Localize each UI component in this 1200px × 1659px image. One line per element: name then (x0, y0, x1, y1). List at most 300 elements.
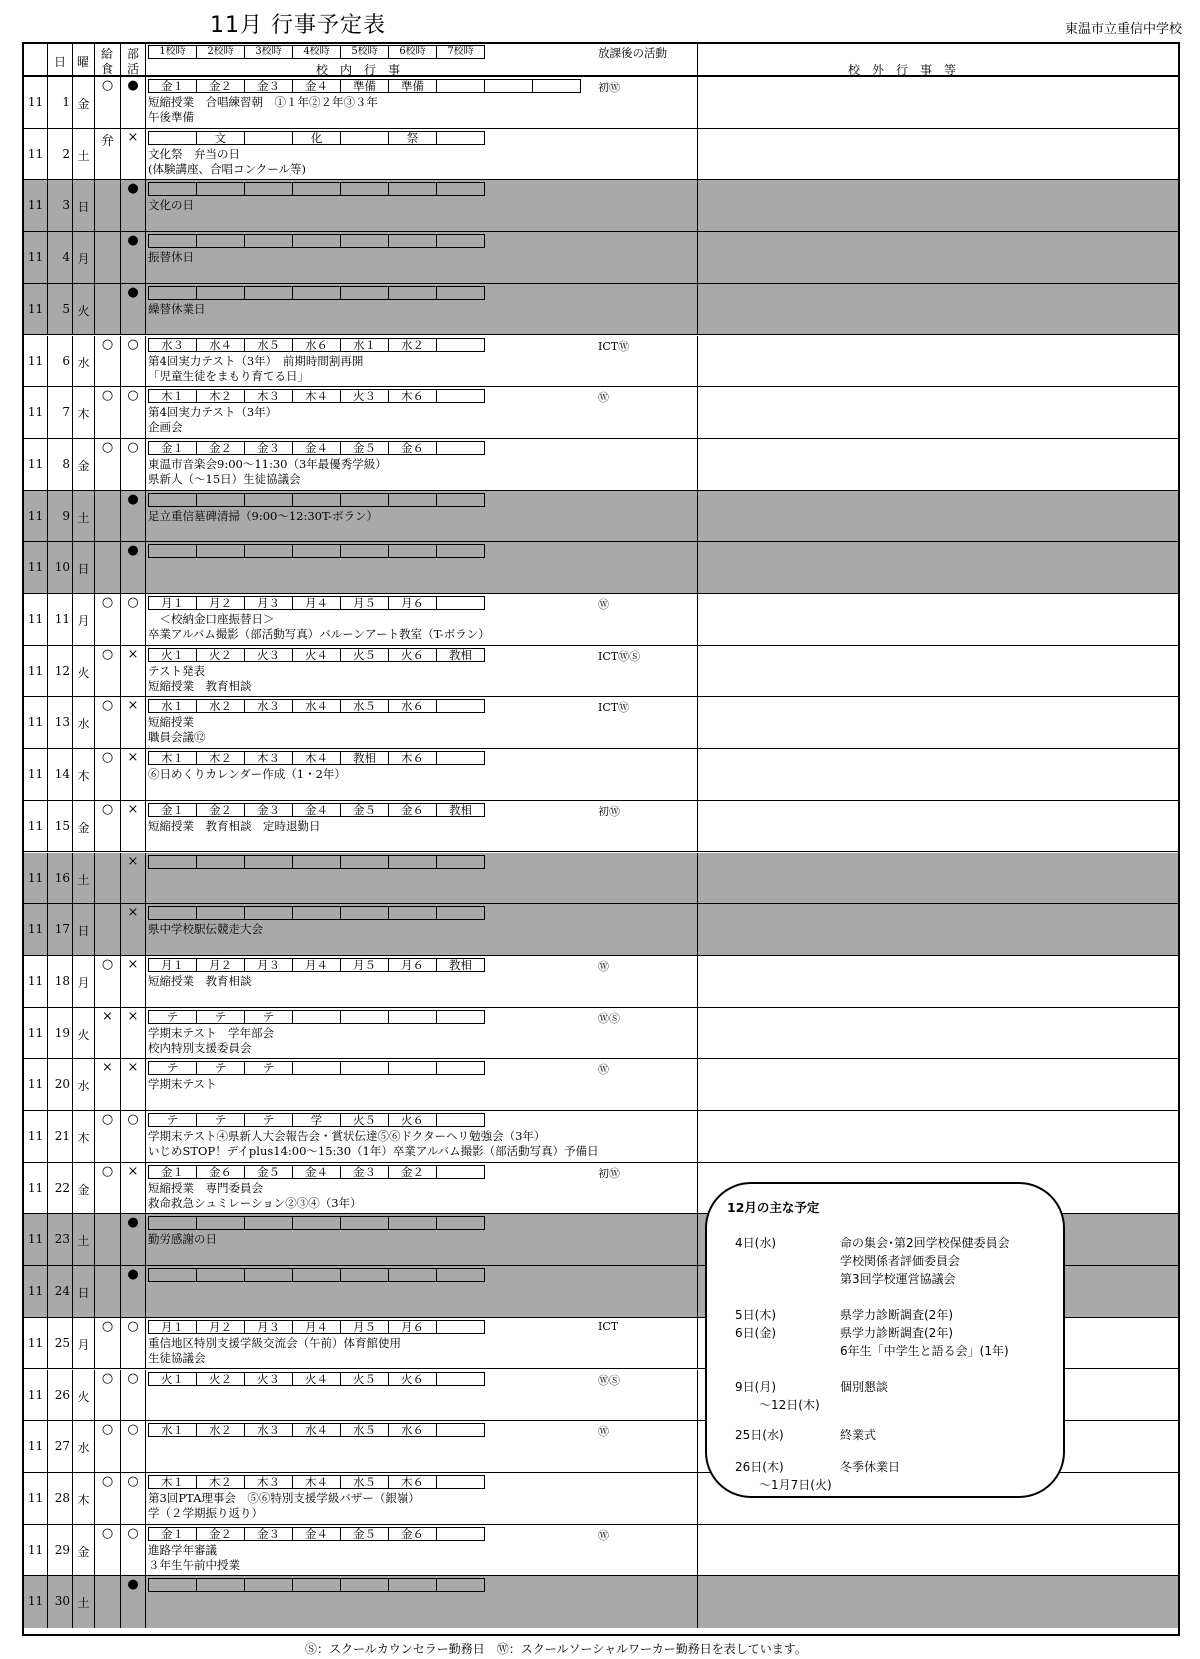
external-events-cell (698, 336, 1178, 387)
event-line-1: 学期末テスト 学年部会 (148, 1025, 275, 1040)
weekday-cell: 水 (77, 1441, 90, 1456)
period-box (436, 855, 485, 869)
period-box: 木４ (292, 751, 341, 765)
period-boxes (146, 79, 486, 93)
period-box: 水２ (196, 699, 245, 713)
period-box (436, 131, 485, 145)
period-box: 金２ (196, 441, 245, 455)
period-box (292, 493, 341, 507)
table-row (24, 542, 1178, 594)
table-row (24, 1525, 1178, 1577)
period-box: 水４ (196, 338, 245, 352)
external-events-cell (698, 904, 1178, 955)
december-item (735, 1252, 833, 1266)
event-line-1: 重信地区特別支援学級交流会（午前）体育館使用 (148, 1335, 401, 1350)
external-events-cell (698, 491, 1178, 542)
period-box (436, 182, 485, 196)
month-cell: 11 (27, 405, 44, 420)
period-boxes (146, 803, 486, 817)
month-cell: 11 (27, 1129, 44, 1143)
period-boxes (146, 493, 486, 507)
after-school-cell: Ⓦ (598, 598, 609, 611)
period-box (340, 1216, 389, 1230)
period-box: 月３ (244, 958, 293, 972)
period-box: 準備 (388, 79, 437, 93)
date-cell: 16 (54, 870, 70, 885)
period-box: 火５ (340, 1113, 389, 1127)
period-box (148, 182, 197, 196)
lunch-cell: ○ (101, 336, 114, 352)
table-row (24, 1059, 1178, 1111)
period-box: 金１ (148, 1527, 197, 1541)
event-line-2: 生徒協議会 (148, 1350, 206, 1365)
period-box (244, 544, 293, 558)
after-school-cell: Ⓦ (598, 1528, 609, 1542)
period-boxes (146, 855, 486, 869)
period-box: 金５ (340, 441, 389, 455)
lunch-cell: 弁 (100, 133, 114, 149)
period-box: 水１ (340, 338, 389, 352)
month-cell: 11 (27, 1180, 44, 1195)
external-events-cell (698, 1525, 1178, 1576)
event-line-1: 短縮授業 (148, 715, 194, 730)
month-cell: 11 (27, 818, 44, 833)
period-box: 水６ (388, 699, 437, 713)
table-header (24, 44, 1178, 77)
event-line-1: 勤労感謝の日 (148, 1232, 217, 1247)
lunch-cell: ○ (101, 1473, 114, 1489)
december-item-text: 終業式 (840, 1428, 877, 1442)
period-box: 木４ (292, 1475, 341, 1489)
external-events-cell (698, 853, 1178, 904)
club-cell: ○ (127, 1318, 139, 1334)
period-boxes (146, 1216, 486, 1230)
period-box: 金３ (244, 803, 293, 817)
period-box: テ (196, 1010, 245, 1024)
period-box (148, 1268, 197, 1282)
period-box: 金１ (148, 803, 197, 817)
december-item (735, 1324, 833, 1341)
period-box: 月４ (292, 596, 341, 610)
period-box: 火６ (388, 1113, 437, 1127)
header-external: 校 外 行 事 等 (848, 63, 957, 77)
month-cell: 11 (27, 146, 44, 161)
event-line-1: ⑥日めくりカレンダー作成（1・2年） (148, 767, 346, 782)
external-events-cell (698, 801, 1178, 852)
weekday-cell: 水 (77, 355, 90, 370)
table-row (24, 232, 1178, 284)
date-cell: 17 (54, 922, 70, 937)
month-cell: 11 (27, 560, 44, 575)
period-box: 月５ (340, 596, 389, 610)
date-cell: 27 (54, 1439, 70, 1454)
period-box: 水４ (292, 699, 341, 713)
table-row (24, 336, 1178, 388)
date-cell: 3 (62, 198, 70, 213)
weekday-cell: 月 (77, 975, 90, 990)
event-line-1: 短縮授業 教育相談 定時退勤日 (148, 818, 321, 833)
period-boxes (146, 699, 486, 713)
december-item-date: 5日(木) (735, 1308, 776, 1322)
lunch-cell: × (102, 1060, 113, 1076)
period-box (292, 1216, 341, 1230)
period-box: 月３ (244, 1320, 293, 1334)
period-box (148, 906, 197, 920)
date-cell: 6 (62, 353, 70, 368)
external-events-cell (698, 697, 1178, 748)
december-item (735, 1396, 833, 1413)
period-box: テ (196, 1061, 245, 1075)
club-cell: × (127, 1163, 139, 1179)
period-box: 金６ (388, 803, 437, 817)
table-row (24, 387, 1178, 439)
period-box: 水１ (148, 699, 197, 713)
lunch-cell: ○ (101, 1112, 114, 1127)
club-cell: ● (127, 1267, 139, 1283)
period-box: 火６ (388, 648, 437, 662)
december-item-text: 冬季休業日 (840, 1460, 901, 1474)
month-cell: 11 (27, 353, 44, 368)
club-cell: ○ (127, 595, 139, 610)
weekday-cell: 火 (77, 1027, 90, 1042)
december-item-date: 25日(水) (735, 1428, 784, 1442)
period-box (436, 544, 485, 558)
period-box (292, 1578, 341, 1592)
weekday-cell: 金 (77, 458, 90, 473)
period-box: 火１ (148, 648, 197, 662)
period-box (436, 338, 485, 352)
event-line-1: 繰替休業日 (148, 301, 206, 316)
period-boxes (146, 1578, 486, 1592)
period-box: 火５ (340, 648, 389, 662)
club-cell: ○ (127, 439, 139, 455)
period-box: 金５ (340, 803, 389, 817)
month-cell: 11 (27, 1077, 44, 1092)
period-box: 木３ (244, 751, 293, 765)
december-item-text: 学校関係者評価委員会 (840, 1254, 961, 1268)
december-item-date: ～12日(木) (735, 1398, 820, 1412)
external-events-cell (698, 1059, 1178, 1110)
period-box (244, 855, 293, 869)
month-cell: 11 (27, 95, 44, 109)
weekday-cell: 土 (77, 1596, 90, 1611)
event-line-1: 第4回実力テスト（3年） (148, 405, 278, 420)
date-cell: 9 (62, 508, 70, 523)
period-box: 火３ (244, 648, 293, 662)
after-school-cell: 初Ⓦ (598, 1166, 620, 1180)
period-box: 水３ (244, 699, 293, 713)
lunch-cell: ○ (101, 595, 114, 610)
header-lunch-2: 食 (101, 62, 114, 76)
lunch-cell: ○ (101, 388, 114, 404)
event-line-1: 短縮授業 合唱練習朝 ①１年②２年③３年 (148, 95, 378, 109)
period-box: 金１ (148, 79, 197, 93)
period-box (244, 1216, 293, 1230)
external-events-cell (698, 1008, 1178, 1059)
club-cell: ● (127, 1577, 139, 1593)
event-line-2: 「児童生徒をまもり育てる日」 (148, 368, 309, 383)
period-box (436, 751, 485, 765)
external-events-cell (698, 646, 1178, 697)
period-box: 準備 (340, 79, 389, 93)
period-box (436, 441, 485, 455)
period-box (292, 286, 341, 300)
period-box (196, 906, 245, 920)
period-box (388, 1268, 437, 1282)
table-row (24, 129, 1178, 181)
period-box: 金５ (340, 1527, 389, 1541)
december-item (735, 1306, 833, 1323)
period-box (436, 1268, 485, 1282)
event-line-1: 短縮授業 専門委員会 (148, 1180, 263, 1195)
period-box: 月３ (244, 596, 293, 610)
period-box: テ (244, 1061, 293, 1075)
external-events-cell (698, 542, 1178, 593)
december-item (735, 1378, 833, 1395)
period-box (340, 1268, 389, 1282)
period-box (196, 493, 245, 507)
after-school-cell: 初Ⓦ (598, 81, 620, 94)
period-box (340, 544, 389, 558)
lunch-cell: ○ (101, 956, 114, 972)
december-item-text: 6年生「中学生と語る会」(1年) (840, 1344, 1009, 1358)
period-box: 木１ (148, 1475, 197, 1489)
period-box: 金３ (340, 1165, 389, 1179)
period-boxes (146, 1061, 486, 1075)
period-boxes (146, 1527, 486, 1541)
december-item-date: 6日(金) (735, 1326, 776, 1340)
lunch-cell: ○ (101, 646, 114, 662)
date-cell: 30 (54, 1594, 70, 1609)
period-box: 金６ (196, 1165, 245, 1179)
event-line-2: 卒業アルバム撮影（部活動写真）バルーンアート教室（T-ボラン） (148, 627, 490, 641)
month-cell: 11 (27, 870, 44, 885)
period-box (532, 79, 581, 93)
period-box (196, 182, 245, 196)
weekday-cell: 土 (77, 510, 90, 525)
period-boxes (146, 1113, 486, 1127)
lunch-cell: ○ (101, 1370, 114, 1386)
period-box: 金４ (292, 441, 341, 455)
period-box: 金３ (244, 1527, 293, 1541)
december-item-text: 個別懇談 (840, 1380, 889, 1394)
club-cell: ○ (127, 1525, 139, 1541)
period-box: 木６ (388, 389, 437, 403)
period-box (292, 1268, 341, 1282)
header-dow: 曜 (77, 55, 90, 69)
date-cell: 18 (54, 973, 70, 988)
table-row (24, 646, 1178, 698)
header-internal: 校 内 行 事 (316, 63, 401, 77)
date-cell: 14 (54, 767, 70, 782)
period-box: 金６ (388, 441, 437, 455)
december-item-date: 4日(水) (735, 1236, 776, 1250)
after-school-cell: Ⓦ (598, 391, 609, 405)
weekday-cell: 土 (77, 1234, 90, 1249)
period-box: 月２ (196, 958, 245, 972)
club-cell: × (127, 698, 139, 714)
period-box (148, 855, 197, 869)
december-item (735, 1234, 833, 1251)
period-box (196, 234, 245, 248)
period-box (292, 544, 341, 558)
period-box: 火４ (292, 1372, 341, 1386)
club-cell: × (127, 129, 139, 145)
header-period-2: 2校時 (196, 45, 245, 59)
december-item-text: 県学力診断調査(2年) (840, 1308, 953, 1322)
period-box: 火６ (388, 1372, 437, 1386)
december-item-date: 26日(木) (735, 1460, 784, 1474)
period-box: 水３ (148, 338, 197, 352)
after-school-cell: Ⓦ (598, 1425, 609, 1439)
club-cell: ● (127, 1215, 139, 1231)
period-box (148, 234, 197, 248)
weekday-cell: 日 (77, 200, 90, 215)
period-boxes (146, 544, 486, 558)
club-cell: ● (127, 181, 139, 197)
date-cell: 11 (54, 612, 70, 626)
date-cell: 26 (54, 1387, 70, 1402)
event-line-1: 東温市音楽会9:00～11:30（3年最優秀学級） (148, 456, 387, 471)
month-cell: 11 (27, 508, 44, 523)
december-item-text: 県学力診断調査(2年) (840, 1326, 953, 1340)
period-box: 火２ (196, 648, 245, 662)
weekday-cell: 火 (77, 1389, 90, 1404)
weekday-cell: 日 (77, 924, 90, 939)
period-box (196, 1216, 245, 1230)
period-box: 月６ (388, 958, 437, 972)
after-school-cell: ICTⓌ (598, 339, 630, 353)
page-title: 11月 行事予定表 (210, 13, 386, 38)
event-line-2: いじめSTOP！デイplus14:00～15:30（1年）卒業アルバム撮影（部活動写真）予備日 (148, 1144, 599, 1158)
period-box (340, 1061, 389, 1075)
period-box: 木３ (244, 1475, 293, 1489)
december-item (735, 1270, 833, 1284)
month-cell: 11 (27, 922, 44, 937)
month-cell: 11 (27, 973, 44, 988)
period-box: 木６ (388, 1475, 437, 1489)
event-line-2: 午後準備 (148, 110, 194, 124)
club-cell: ● (127, 233, 139, 249)
date-cell: 25 (54, 1335, 70, 1350)
period-box (340, 493, 389, 507)
after-school-cell: Ⓦ (598, 1063, 609, 1077)
period-box: 木６ (388, 751, 437, 765)
period-box (436, 1527, 485, 1541)
event-line-1: 学期末テスト (148, 1077, 217, 1092)
period-box (340, 182, 389, 196)
december-item (735, 1342, 833, 1356)
period-box (436, 1061, 485, 1075)
table-row (24, 284, 1178, 336)
period-box (244, 182, 293, 196)
club-cell: ● (127, 78, 139, 93)
period-boxes (146, 1010, 486, 1024)
table-row (24, 594, 1178, 646)
period-box: 金２ (196, 79, 245, 93)
period-box: テ (148, 1061, 197, 1075)
period-box: 木２ (196, 1475, 245, 1489)
month-cell: 11 (27, 301, 44, 316)
period-box (340, 1010, 389, 1024)
period-box: 金３ (244, 441, 293, 455)
weekday-cell: 火 (77, 303, 90, 318)
period-box: 木１ (148, 389, 197, 403)
period-box (196, 286, 245, 300)
external-events-cell (698, 129, 1178, 180)
period-boxes (146, 1372, 486, 1386)
club-cell: × (127, 853, 139, 869)
header-date: 日 (54, 55, 67, 69)
event-line-1: 足立重信墓碑清掃（9:00～12:30T-ボラン） (148, 508, 379, 523)
external-events-cell (698, 284, 1178, 335)
date-cell: 15 (54, 818, 70, 833)
period-box: 月１ (148, 596, 197, 610)
period-box (148, 544, 197, 558)
event-line-1: 学期末テスト④県新人大会報告会・賞状伝達⑤⑥ドクターヘリ勉強会（3年） (148, 1129, 546, 1143)
period-box: 金６ (388, 1527, 437, 1541)
period-boxes (146, 1423, 486, 1437)
period-box: 金２ (388, 1165, 437, 1179)
header-period-1: 1校時 (148, 45, 197, 59)
period-box: 金２ (196, 803, 245, 817)
period-box: 金４ (292, 803, 341, 817)
period-box (148, 1216, 197, 1230)
period-box: テ (148, 1113, 197, 1127)
period-box: 水５ (340, 699, 389, 713)
period-box (388, 906, 437, 920)
club-cell: ● (127, 284, 139, 300)
period-boxes (146, 1475, 486, 1489)
club-cell: × (127, 646, 139, 662)
month-cell: 11 (27, 1284, 44, 1299)
month-cell: 11 (27, 767, 44, 782)
period-box (244, 1268, 293, 1282)
weekday-cell: 水 (77, 717, 90, 732)
after-school-cell: Ⓦ (598, 959, 609, 973)
date-cell: 8 (62, 456, 70, 471)
weekday-cell: 土 (77, 872, 90, 887)
period-box: 火５ (340, 1372, 389, 1386)
weekday-cell: 月 (77, 614, 90, 628)
event-line-2: 企画会 (148, 420, 183, 435)
lunch-cell: ○ (101, 698, 114, 714)
period-boxes (146, 182, 486, 196)
weekday-cell: 金 (77, 97, 90, 111)
event-line-1: 県中学校駅伝競走大会 (148, 922, 263, 937)
period-box (244, 234, 293, 248)
period-box: 水５ (340, 1475, 389, 1489)
period-boxes (146, 234, 486, 248)
period-box: 学 (292, 1113, 341, 1127)
weekday-cell: 木 (77, 407, 90, 422)
period-boxes (146, 1268, 486, 1282)
period-box (436, 234, 485, 248)
event-line-2: 救命救急シュミレーション②③④（3年） (148, 1195, 362, 1210)
weekday-cell: 月 (77, 1337, 90, 1352)
period-box: 月５ (340, 1320, 389, 1334)
lunch-cell: ○ (101, 439, 114, 455)
period-box: 水４ (292, 1423, 341, 1437)
period-box: 月６ (388, 596, 437, 610)
period-boxes (146, 1320, 486, 1334)
period-box: 木２ (196, 389, 245, 403)
month-cell: 11 (27, 250, 44, 265)
period-boxes (146, 751, 486, 765)
period-box: 水６ (388, 1423, 437, 1437)
club-cell: ○ (127, 1370, 139, 1386)
date-cell: 23 (54, 1232, 70, 1247)
